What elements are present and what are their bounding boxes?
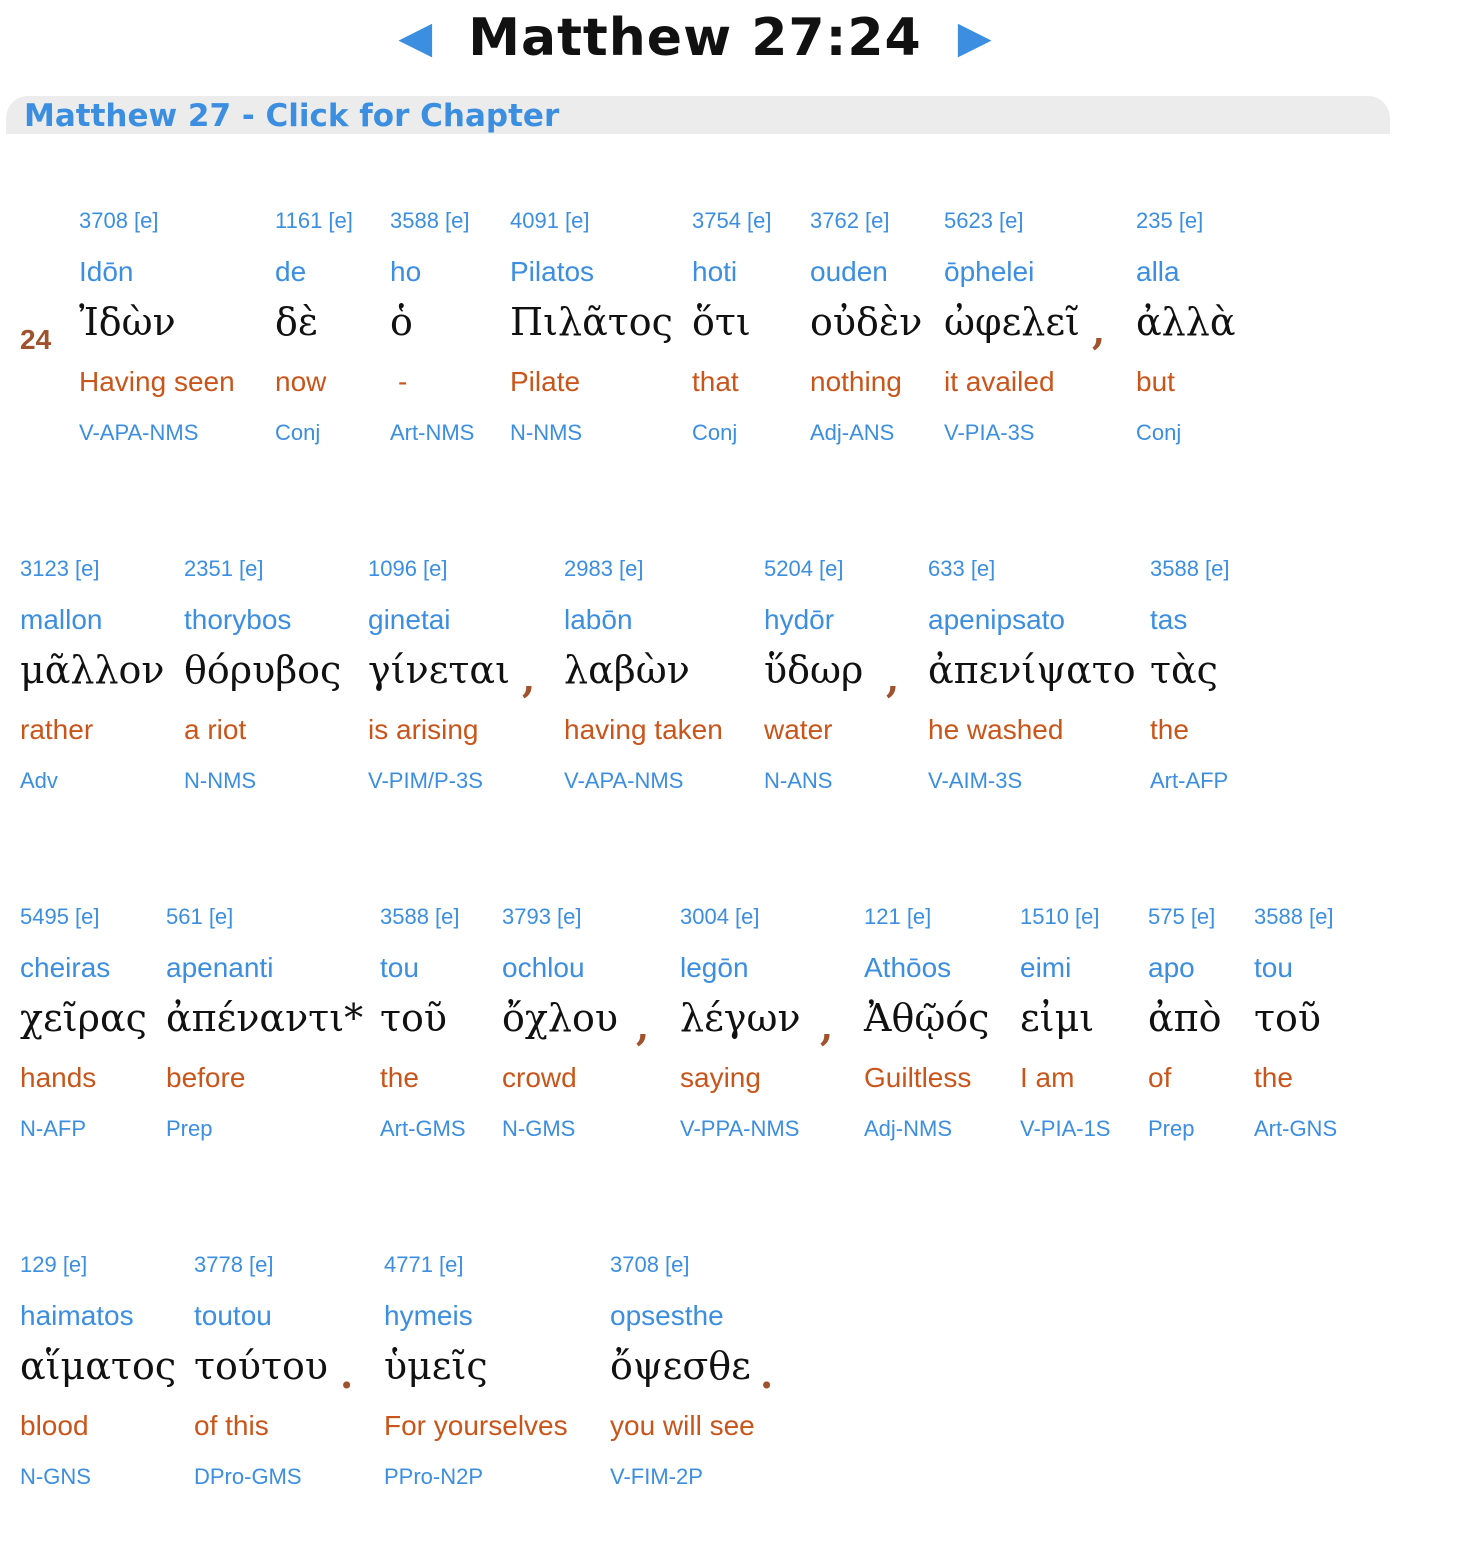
greek-word-link[interactable]: ἀπενίψατο xyxy=(928,648,1136,692)
parsing-link[interactable]: Prep xyxy=(1148,1116,1195,1141)
strongs-link[interactable]: 3754 [e] xyxy=(692,208,772,233)
strongs-link[interactable]: 3004 [e] xyxy=(680,904,760,929)
title-bar xyxy=(0,6,1390,70)
english-gloss: - xyxy=(398,366,408,397)
punctuation-mark: . xyxy=(760,1352,774,1397)
greek-word-link[interactable]: ἀπὸ xyxy=(1148,996,1222,1040)
punctuation-mark: , xyxy=(886,656,900,701)
parsing-link[interactable]: V-PIA-1S xyxy=(1020,1116,1111,1141)
english-gloss: I am xyxy=(1020,1062,1075,1093)
english-gloss: rather xyxy=(20,714,94,745)
parsing-link[interactable]: V-APA-NMS xyxy=(564,768,684,793)
greek-word-link[interactable]: ὄχλου xyxy=(502,996,618,1040)
strongs-link[interactable]: 129 [e] xyxy=(20,1252,88,1277)
english-gloss: the xyxy=(1254,1062,1293,1093)
english-gloss: crowd xyxy=(502,1062,577,1093)
greek-word-link[interactable]: ὄψεσθε xyxy=(610,1344,751,1388)
english-gloss: of xyxy=(1148,1062,1172,1093)
strongs-link[interactable]: 121 [e] xyxy=(864,904,932,929)
parsing-link[interactable]: Adj-ANS xyxy=(810,420,895,445)
english-gloss: saying xyxy=(680,1062,761,1093)
parsing-link[interactable]: Adv xyxy=(20,768,58,793)
transliteration-link[interactable]: toutou xyxy=(194,1300,272,1331)
transliteration-link[interactable]: hoti xyxy=(692,256,738,287)
strongs-link[interactable]: 4091 [e] xyxy=(510,208,590,233)
greek-word-link[interactable]: ὑμεῖς xyxy=(384,1344,488,1388)
english-gloss: now xyxy=(275,366,327,397)
strongs-link[interactable]: 3588 [e] xyxy=(380,904,460,929)
interlinear-row xyxy=(0,904,1464,1204)
strongs-link[interactable]: 2351 [e] xyxy=(184,556,264,581)
greek-word-link[interactable]: ὅτι xyxy=(692,300,751,344)
transliteration-link[interactable]: ochlou xyxy=(502,952,585,983)
strongs-link[interactable]: 3588 [e] xyxy=(1254,904,1334,929)
english-gloss: it availed xyxy=(944,366,1055,397)
english-gloss: water xyxy=(764,714,833,745)
english-gloss: before xyxy=(166,1062,246,1093)
strongs-link[interactable]: 5495 [e] xyxy=(20,904,100,929)
parsing-link[interactable]: Conj xyxy=(1136,420,1182,445)
transliteration-link[interactable]: thorybos xyxy=(184,604,292,635)
greek-word-link[interactable]: λαβὼν xyxy=(564,648,690,692)
punctuation-mark: , xyxy=(636,1004,650,1049)
parsing-link[interactable]: V-PIA-3S xyxy=(944,420,1035,445)
greek-word-link[interactable]: τούτου xyxy=(194,1344,329,1388)
greek-word-link[interactable]: ὁ xyxy=(390,300,413,344)
strongs-link[interactable]: 2983 [e] xyxy=(564,556,644,581)
punctuation-mark: . xyxy=(340,1352,354,1397)
page-title: Matthew 27:24 xyxy=(468,8,922,68)
english-gloss: the xyxy=(380,1062,419,1093)
parsing-link[interactable]: V-FIM-2P xyxy=(610,1464,703,1489)
strongs-link[interactable]: 235 [e] xyxy=(1136,208,1204,233)
punctuation-mark: , xyxy=(820,1004,834,1049)
chapter-link[interactable]: Matthew 27 - Click for Chapter xyxy=(24,98,560,134)
interlinear-row xyxy=(0,556,1464,856)
strongs-link[interactable]: 561 [e] xyxy=(166,904,234,929)
transliteration-link[interactable]: mallon xyxy=(20,604,103,635)
transliteration-link[interactable]: apo xyxy=(1148,952,1195,983)
strongs-link[interactable]: 4771 [e] xyxy=(384,1252,464,1277)
interlinear-row xyxy=(0,1252,1464,1552)
parsing-link[interactable]: N-NMS xyxy=(510,420,583,445)
greek-word-link[interactable]: τοῦ xyxy=(380,996,448,1040)
strongs-link[interactable]: 3708 [e] xyxy=(79,208,159,233)
transliteration-link[interactable]: ōphelei xyxy=(944,256,1035,287)
greek-word-link[interactable]: τοῦ xyxy=(1254,996,1322,1040)
chapter-bar[interactable] xyxy=(6,96,1390,134)
greek-word-link[interactable]: εἰμι xyxy=(1020,996,1095,1040)
english-gloss: of this xyxy=(194,1410,269,1441)
transliteration-link[interactable]: hymeis xyxy=(384,1300,473,1331)
transliteration-link[interactable]: apenipsato xyxy=(928,604,1066,635)
strongs-link[interactable]: 3778 [e] xyxy=(194,1252,274,1277)
punctuation-mark: , xyxy=(522,656,536,701)
transliteration-link[interactable]: Pilatos xyxy=(510,256,595,287)
parsing-link[interactable]: Art-GMS xyxy=(380,1116,466,1141)
english-gloss: For yourselves xyxy=(384,1410,568,1441)
english-gloss: but xyxy=(1136,366,1175,397)
strongs-link[interactable]: 1510 [e] xyxy=(1020,904,1100,929)
strongs-link[interactable]: 575 [e] xyxy=(1148,904,1216,929)
english-gloss: Having seen xyxy=(79,366,235,397)
transliteration-link[interactable]: hydōr xyxy=(764,604,835,635)
parsing-link[interactable]: Art-NMS xyxy=(390,420,475,445)
punctuation-mark: , xyxy=(1092,308,1106,353)
transliteration-link[interactable]: Idōn xyxy=(79,256,134,287)
strongs-link[interactable]: 633 [e] xyxy=(928,556,996,581)
strongs-link[interactable]: 3123 [e] xyxy=(20,556,100,581)
parsing-link[interactable]: Prep xyxy=(166,1116,213,1141)
transliteration-link[interactable]: de xyxy=(275,256,307,287)
transliteration-link[interactable]: haimatos xyxy=(20,1300,134,1331)
greek-word-link[interactable]: λέγων xyxy=(680,996,801,1040)
english-gloss: a riot xyxy=(184,714,247,745)
transliteration-link[interactable]: eimi xyxy=(1020,952,1072,983)
parsing-link[interactable]: PPro-N2P xyxy=(384,1464,484,1489)
interlinear-row xyxy=(0,208,1464,508)
greek-word-link[interactable]: χεῖρας xyxy=(20,996,147,1040)
strongs-link[interactable]: 3588 [e] xyxy=(390,208,470,233)
greek-word-link[interactable]: ὕδωρ xyxy=(764,648,864,692)
greek-word-link[interactable]: θόρυβος xyxy=(184,648,342,692)
strongs-link[interactable]: 5623 [e] xyxy=(944,208,1024,233)
parsing-link[interactable]: V-APA-NMS xyxy=(79,420,199,445)
greek-word-link[interactable]: ἀλλὰ xyxy=(1136,300,1236,344)
greek-word-link[interactable]: οὐδὲν xyxy=(810,300,923,344)
english-gloss: Pilate xyxy=(510,366,581,397)
english-gloss: nothing xyxy=(810,366,902,397)
transliteration-link[interactable]: legōn xyxy=(680,952,749,983)
transliteration-link[interactable]: Athōos xyxy=(864,952,952,983)
transliteration-link[interactable]: alla xyxy=(1136,256,1180,287)
transliteration-link[interactable]: labōn xyxy=(564,604,633,635)
parsing-link[interactable]: Art-GNS xyxy=(1254,1116,1338,1141)
transliteration-link[interactable]: apenanti xyxy=(166,952,274,983)
strongs-link[interactable]: 3793 [e] xyxy=(502,904,582,929)
english-gloss: you will see xyxy=(610,1410,755,1441)
english-gloss: having taken xyxy=(564,714,723,745)
greek-word-link[interactable]: αἵματος xyxy=(20,1344,177,1388)
strongs-link[interactable]: 3708 [e] xyxy=(610,1252,690,1277)
greek-word-link[interactable]: Ἰδὼν xyxy=(79,300,176,344)
english-gloss: is arising xyxy=(368,714,479,745)
greek-word-link[interactable]: ὠφελεῖ xyxy=(944,300,1080,344)
parsing-link[interactable]: N-AFP xyxy=(20,1116,86,1141)
strongs-link[interactable]: 1096 [e] xyxy=(368,556,448,581)
greek-word-link[interactable]: μᾶλλον xyxy=(20,648,165,692)
strongs-link[interactable]: 3588 [e] xyxy=(1150,556,1230,581)
english-gloss: he washed xyxy=(928,714,1064,745)
parsing-link[interactable]: Art-AFP xyxy=(1150,768,1229,793)
english-gloss: Guiltless xyxy=(864,1062,972,1093)
transliteration-link[interactable]: opsesthe xyxy=(610,1300,724,1331)
greek-word-link[interactable]: Ἀθῷός xyxy=(864,996,990,1040)
transliteration-link[interactable]: tou xyxy=(380,952,419,983)
strongs-link[interactable]: 5204 [e] xyxy=(764,556,844,581)
parsing-link[interactable]: N-ANS xyxy=(764,768,833,793)
transliteration-link[interactable]: ho xyxy=(390,256,422,287)
transliteration-link[interactable]: tas xyxy=(1150,604,1188,635)
english-gloss: that xyxy=(692,366,739,397)
transliteration-link[interactable]: tou xyxy=(1254,952,1293,983)
parsing-link[interactable]: Conj xyxy=(692,420,738,445)
verse-number: 24 xyxy=(20,324,52,355)
parsing-link[interactable]: V-PPA-NMS xyxy=(680,1116,800,1141)
strongs-link[interactable]: 3762 [e] xyxy=(810,208,890,233)
parsing-link[interactable]: N-NMS xyxy=(184,768,257,793)
greek-word-link[interactable]: Πιλᾶτος xyxy=(510,300,673,344)
parsing-link[interactable]: Adj-NMS xyxy=(864,1116,953,1141)
greek-word-link[interactable]: τὰς xyxy=(1150,648,1218,692)
english-gloss: the xyxy=(1150,714,1189,745)
greek-word-link[interactable]: δὲ xyxy=(275,300,319,344)
transliteration-link[interactable]: cheiras xyxy=(20,952,111,983)
parsing-link[interactable]: N-GNS xyxy=(20,1464,91,1489)
parsing-link[interactable]: V-PIM/P-3S xyxy=(368,768,483,793)
transliteration-link[interactable]: ginetai xyxy=(368,604,451,635)
parsing-link[interactable]: Conj xyxy=(275,420,321,445)
parsing-link[interactable]: N-GMS xyxy=(502,1116,576,1141)
english-gloss: hands xyxy=(20,1062,97,1093)
parsing-link[interactable]: V-AIM-3S xyxy=(928,768,1023,793)
english-gloss: blood xyxy=(20,1410,89,1441)
strongs-link[interactable]: 1161 [e] xyxy=(275,208,353,233)
transliteration-link[interactable]: ouden xyxy=(810,256,888,287)
next-verse-arrow-icon[interactable]: ▶ xyxy=(957,13,992,62)
greek-word-link[interactable]: γίνεται xyxy=(368,648,510,692)
previous-verse-arrow-icon[interactable]: ◀ xyxy=(398,13,433,62)
greek-word-link[interactable]: ἀπέναντι* xyxy=(166,996,364,1040)
parsing-link[interactable]: DPro-GMS xyxy=(194,1464,302,1489)
